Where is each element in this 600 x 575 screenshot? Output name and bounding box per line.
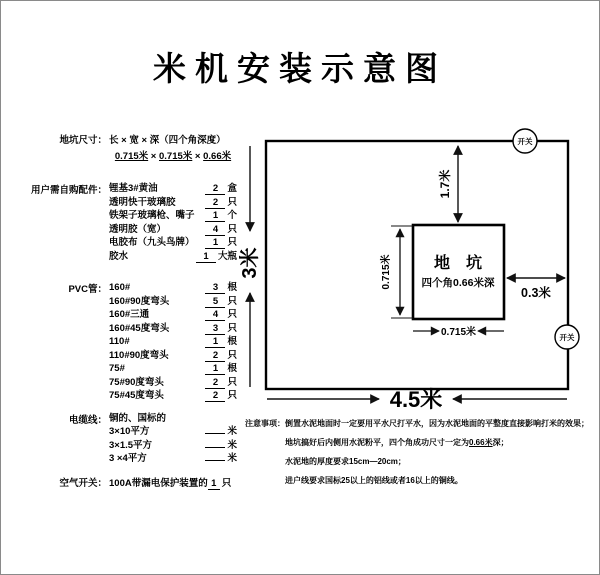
quantity-blank: 1: [208, 478, 220, 490]
pvc-items: [107, 281, 237, 403]
pit-rect: [413, 225, 504, 319]
quantity-unit: 只: [227, 237, 237, 248]
page-title: 米机安装示意图: [153, 50, 447, 87]
item-name: 110#: [109, 336, 130, 347]
quantity-blank: 2: [205, 183, 225, 195]
parts-list-item: [109, 295, 237, 309]
item-name: 铁架子玻璃枪、嘴子: [109, 210, 195, 221]
purchase-items: [107, 182, 237, 263]
switch-top: [513, 129, 537, 153]
parts-list-item: [109, 389, 237, 403]
parts-list-item: [109, 223, 237, 237]
quantity-blank: 4: [205, 224, 225, 236]
quantity-blank: [205, 460, 225, 461]
item-name: 160#90度弯头: [109, 295, 170, 307]
item-quantity: [205, 322, 237, 336]
item-name: 75#90度弯头: [109, 376, 164, 388]
section-pvc: [19, 281, 237, 403]
dim-pit-left-label: 0.715米: [381, 254, 392, 290]
spec-panel: [19, 134, 237, 490]
item-name: 3×1.5平方: [109, 439, 153, 451]
quantity-unit: 只: [227, 376, 237, 388]
pit-size-values: [19, 150, 237, 164]
dim-right-label: 0.3米: [521, 286, 551, 300]
switch-top-label: 开关: [517, 137, 533, 146]
item-quantity: [196, 250, 237, 264]
item-quantity: [205, 425, 237, 439]
quantity-unit: 只: [221, 477, 232, 489]
parts-list-item: [109, 182, 237, 196]
quantity-blank: [205, 433, 225, 434]
quantity-unit: 只: [227, 309, 237, 320]
parts-list-item: [109, 439, 237, 453]
item-quantity: [205, 349, 237, 363]
item-quantity: [205, 196, 237, 210]
quantity-blank: 1: [196, 251, 216, 263]
parts-list-item: [109, 322, 237, 336]
notes-label: 注意事项：: [245, 419, 285, 428]
quantity-blank: 4: [205, 309, 225, 321]
parts-list-item: [109, 196, 237, 210]
section-air-switch: [19, 475, 237, 490]
parts-list-item: [109, 349, 237, 363]
pit-depth-note: 四个角0.66米深: [421, 277, 495, 289]
pit-size-dims: 0.715米 × 0.715米 × 0.66米: [114, 151, 232, 162]
section-purchase: [19, 182, 237, 263]
parts-list-item: [109, 250, 237, 264]
quantity-blank: 2: [205, 390, 225, 402]
quantity-unit: 米: [227, 439, 237, 451]
quantity-unit: 只: [227, 390, 237, 401]
quantity-blank: 5: [205, 296, 225, 308]
dim-room-bottom-label: 4.5米: [389, 387, 443, 412]
item-quantity: [205, 295, 237, 309]
parts-list-item: [109, 362, 237, 376]
note-line-4: 进户线要求国标25以上的铝线或者16以上的铜线。: [285, 476, 463, 485]
item-name: 3 ×4平方: [109, 453, 147, 464]
pit-dim-width: 0.715米: [159, 151, 193, 162]
parts-list-item: [109, 209, 237, 223]
note-line-1: 倒置水泥地面时一定要用平水尺打平水，因为水泥地面的平整度直接影响打米的效果；: [285, 419, 589, 428]
quantity-blank: 3: [205, 323, 225, 335]
parts-list-item: [109, 412, 237, 426]
item-quantity: [205, 209, 237, 223]
parts-list-item: [109, 425, 237, 439]
notes-lines: [285, 414, 597, 490]
parts-list-item: [109, 308, 237, 322]
switch-right-label: 开关: [559, 333, 575, 342]
cable-label: 电缆线：: [68, 414, 107, 426]
item-quantity: [205, 439, 237, 453]
quantity-blank: 3: [205, 282, 225, 294]
item-quantity: [205, 236, 237, 250]
cable-items: [107, 412, 237, 466]
quantity-blank: 2: [205, 197, 225, 209]
item-name: 透明胶（宽）: [109, 223, 167, 235]
quantity-unit: 大瓶: [217, 250, 237, 262]
dim-top-label: 1.7米: [438, 169, 452, 199]
quantity-unit: 根: [227, 282, 237, 293]
pit-dim-depth: 0.66米: [203, 151, 232, 162]
item-name: 110#90度弯头: [109, 349, 169, 361]
item-quantity: [205, 452, 237, 466]
item-name: 160#: [109, 282, 131, 293]
pit-size-label: 地坑尺寸：: [59, 135, 107, 146]
quantity-blank: 2: [205, 377, 225, 389]
dim-pit-bottom-label: 0.715米: [440, 327, 477, 338]
pit-size-line: [19, 134, 237, 148]
pvc-label: PVC管：: [68, 284, 107, 295]
item-name: 75#: [109, 363, 125, 374]
item-name: 胶水: [109, 250, 129, 262]
quantity-blank: 1: [205, 210, 225, 222]
quantity-blank: 1: [205, 336, 225, 348]
air-switch-spec: 100A带漏电保护装置的 1 只: [109, 477, 232, 489]
section-cable: [19, 412, 237, 466]
quantity-unit: 只: [227, 223, 237, 235]
air-switch-label: 空气开关：: [59, 477, 107, 489]
quantity-unit: 盒: [227, 183, 237, 194]
pit-dim-length: 0.715米: [114, 151, 149, 162]
item-quantity: [205, 182, 237, 196]
quantity-unit: 根: [227, 363, 237, 374]
item-name: 3×10平方: [109, 426, 150, 437]
item-quantity: [205, 223, 237, 237]
purchase-label: 用户需自购配件：: [30, 185, 107, 196]
note-line-2: 地坑搞好后内侧用水泥粉平，四个角成功尺寸一定为0.66米深；: [285, 438, 509, 447]
item-name: 铜的、国标的: [109, 412, 167, 424]
quantity-blank: [205, 447, 225, 448]
parts-list-item: [109, 376, 237, 390]
quantity-unit: 根: [227, 336, 237, 347]
quantity-blank: 1: [205, 237, 225, 249]
item-name: 160#45度弯头: [109, 322, 170, 334]
parts-list-item: [109, 452, 237, 466]
quantity-blank: 1: [205, 363, 225, 375]
quantity-unit: 米: [227, 453, 237, 464]
quantity-unit: 只: [227, 196, 237, 208]
note-line-3: 水泥地的厚度要求15cm—20cm；: [285, 457, 406, 466]
item-name: 锂基3#黄油: [109, 183, 158, 194]
item-quantity: [205, 376, 237, 390]
switch-right: [555, 325, 579, 349]
item-quantity: [205, 335, 237, 349]
quantity-blank: 2: [205, 350, 225, 362]
pit-label: 地 坑: [433, 255, 483, 272]
quantity-unit: 只: [227, 295, 237, 307]
quantity-unit: 个: [227, 210, 237, 221]
pit-size-formula: 长 × 宽 × 深（四个角深度）: [109, 135, 226, 146]
parts-list-item: [109, 236, 237, 250]
item-name: 电胶布（九头鸟牌）: [109, 237, 195, 248]
quantity-unit: 米: [227, 426, 237, 437]
item-name: 透明快干玻璃胶: [109, 196, 176, 208]
item-name: 160#三通: [109, 309, 150, 320]
item-quantity: [205, 389, 237, 403]
quantity-unit: 只: [227, 322, 237, 334]
parts-list-item: [109, 335, 237, 349]
item-quantity: [205, 281, 237, 295]
installation-diagram: [239, 123, 599, 413]
item-quantity: [205, 308, 237, 322]
parts-list-item: [109, 281, 237, 295]
quantity-unit: 只: [227, 349, 237, 361]
notes: [245, 414, 597, 490]
item-name: 75#45度弯头: [109, 390, 164, 401]
item-quantity: [205, 362, 237, 376]
dim-room-left-label: 3米: [239, 247, 261, 279]
